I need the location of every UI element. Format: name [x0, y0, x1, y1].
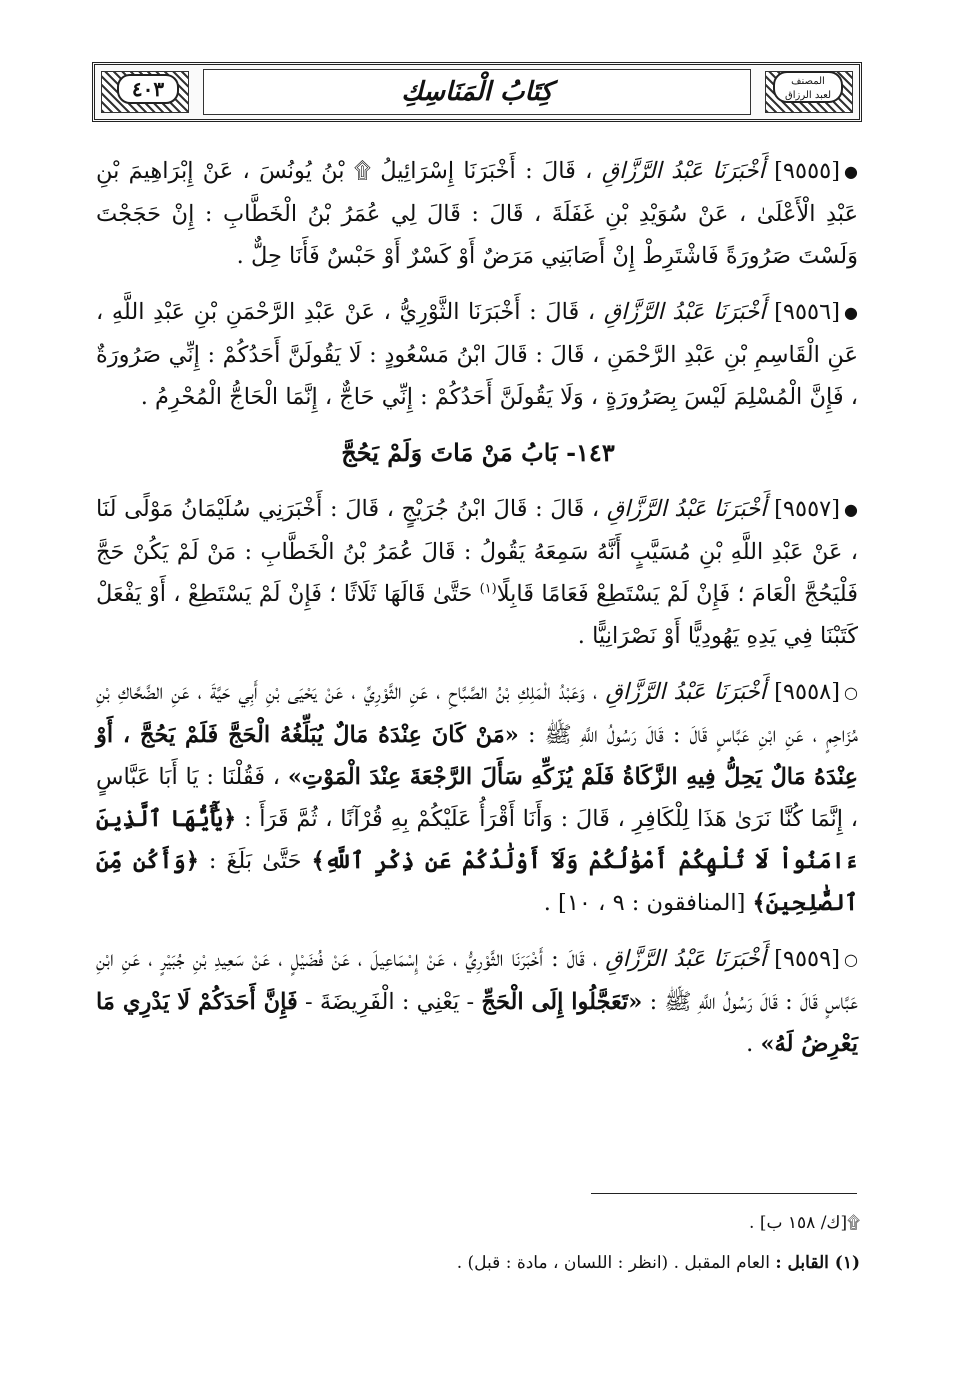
entry-number: [٩٥٥٧] [774, 496, 841, 522]
prophetic-saying: «مَنْ كَانَ عِنْدَهُ مَالٌ يُبَلِّغُهُ الْحَجَّ فَلَمْ يَحُجَّ ، أَوْ عِنْدَهُ مَالٌ يَحِلُّ فِيهِ الزَّكَاةُ فَلَمْ يُزَكِّهِ سَأَلَ الرَّجْعَةَ عِنْدَ الْمَوْتِ» [96, 722, 858, 790]
entry-text-cont: ، فَقُلْنَا : يَا أَبَا عَبَّاسٍ ، إِنَّمَا كُنَّا نَرَىٰ هَذَا لِلْكَافِرِ ، قَالَ : وَأَنَا أَقْرَأُ عَلَيْكُمْ بِهِ قُرْآنًا ، ثُمَّ قَرَأَ : [96, 764, 859, 832]
section-heading: ١٤٣- بَابُ مَنْ مَاتَ وَلَمْ يَحُجَّ [341, 438, 615, 467]
footnote-label: (١) القابل : [775, 1253, 860, 1273]
hadith-entry-9556 [96, 291, 860, 418]
isnad-lead: أَخْبَرَنَا عَبْدُ الرَّزَّاقِ [601, 158, 765, 184]
main-text [96, 150, 860, 1079]
isnad-lead: أَخْبَرَنَا عَبْدُ الرَّزَّاقِ [603, 299, 766, 325]
entry-marker: ● [844, 303, 858, 322]
entry-number: [٩٥٥٦] [774, 299, 840, 325]
entry-marker: ○ [844, 683, 859, 702]
seal-line-2: لعبد الرزاق [784, 90, 832, 101]
entry-text: ، قَالَ : قَالَ ابْنُ جُرَيْجٍ ، قَالَ : أَخْبَرَنِي سُلَيْمَانُ مَوْلًى لَنَا ، عَنْ عَبْدِ اللَّهِ بْنِ مُسَيَّبٍ أَنَّهُ سَمِعَهُ يَقُولُ : قَالَ عُمَرُ بْنُ الْخَطَّابِ : مَنْ لَمْ يَكُنْ حَجَّ فَلْيَحُجَّ الْعَامَ ؛ فَإِنْ لَمْ يَسْتَطِعْ فَعَامًا قَابِلًا [96, 496, 858, 607]
isnad-lead: أَخْبَرَنَا عَبْدُ الرَّزَّاقِ [606, 496, 767, 522]
manuscript-reference: ۩[ك/ ١٥٨ ب] . [749, 1213, 860, 1233]
entry-number: [٩٥٥٩] [774, 946, 840, 972]
footnote-ref[interactable]: (١) [479, 581, 497, 597]
entry-number: [٩٥٥٥] [774, 158, 841, 184]
entry-text-cont: - يَعْنِي : الْفَرِيضَةَ - [305, 989, 475, 1015]
quran-verse-2: ﴿وَأَكُن مِّنَ ٱلصَّٰلِحِينَ﴾ [96, 848, 858, 916]
book-seal-logo [773, 71, 843, 103]
hadith-entry-9559 [96, 938, 860, 1065]
prophetic-saying-b: فَإِنَّ أَحَدَكُمْ لَا يَدْرِي مَا يَعْرِضُ لَهُ» [96, 989, 858, 1057]
entry-marker: ○ [844, 950, 858, 969]
footnote-divider [591, 1193, 857, 1194]
page-header [92, 62, 862, 122]
entry-text-end: . [746, 1031, 754, 1057]
hadith-entry-9555 [96, 150, 860, 277]
quran-citation: [المنافقون : ٩ ، ١٠] . [543, 890, 746, 916]
isnad-lead: أَخْبَرَنَا عَبْدُ الرَّزَّاقِ [605, 946, 766, 972]
entry-text: ، قَالَ : أَخْبَرَنَا إِسْرَائِيلُ ۩ بْنُ يُونُسَ ، عَنْ إِبْرَاهِيمَ بْنِ عَبْدِ الْأَعْلَىٰ ، عَنْ سُوَيْدِ بْنِ غَفَلَةَ ، قَالَ : قَالَ لِي عُمَرُ بْنُ الْخَطَّابِ : إِنْ حَجَجْتَ وَلَسْتَ صَرُورَةً فَاشْتَرِطْ إِنْ أَصَابَنِي مَرَضٌ أَوْ كَسْرٌ أَوْ حَبْسٌ فَأَنَا حِلٌّ . [96, 158, 858, 269]
hadith-entry-9557 [96, 488, 860, 657]
page-number: ٤٠٣ [117, 74, 179, 104]
footnote-1 [96, 1248, 860, 1278]
entry-text-cont-2: حَتَّىٰ بَلَغَ : [208, 848, 302, 874]
entry-number: [٩٥٥٨] [774, 679, 841, 705]
prophetic-saying-a: «تَعَجَّلُوا إِلَى الْحَجِّ [481, 989, 643, 1015]
footnote-text: العام المقبل . (انظر : اللسان ، مادة : قبل) . [456, 1253, 770, 1273]
entry-text-cont: حَتَّىٰ قَالَهَا ثَلَاثًا ؛ فَإِنْ لَمْ يَسْتَطِعْ ، أَوْ يَفْعَلْ كَتَبْنَا فِي يَدِهِ يَهُودِيًّا أَوْ نَصْرَانِيًّا . [96, 581, 858, 649]
quran-verse-1: ﴿يَٰٓأَيُّهَا ٱلَّذِينَ ءَامَنُواْ لَا تُلْهِكُمْ أَمْوَٰلُكُمْ وَلَآ أَوْلَٰدُكُمْ عَن ذِكْرِ ٱللَّهِ﴾ [96, 806, 859, 874]
entry-text: ، قَالَ : أَخْبَرَنَا الثَّوْرِيُّ ، عَنْ عَبْدِ الرَّحْمَنِ بْنِ عَبْدِ اللَّهِ ، عَنِ الْقَاسِمِ بْنِ عَبْدِ الرَّحْمَنِ ، قَالَ : قَالَ ابْنُ مَسْعُودٍ : لَا يَقُولَنَّ أَحَدُكُمْ : إِنِّي صَرُورَةٌ ، فَإِنَّ الْمُسْلِمَ لَيْسَ بِصَرُورَةٍ ، وَلَا يَقُولَنَّ أَحَدُكُمْ : إِنِّي حَاجٌّ ، إِنَّمَا الْحَاجُّ الْمُحْرِمُ . [96, 299, 858, 410]
entry-marker: ● [844, 162, 859, 181]
entry-marker: ● [844, 500, 859, 519]
entry-text: ، وَعَبْدُ الْمَلِكِ بْنُ الصَّبَّاحِ ، عَنِ الثَّوْرِيِّ ، عَنْ يَحْيَى بْنِ أَبِي حَيَّةَ ، عَنِ الضَّحَّاكِ بْنِ مُزَاحِمٍ ، عَنِ ابْنِ عَبَّاسٍ قَالَ : قَالَ رَسُولُ اللَّهِ ﷺ : [96, 679, 859, 748]
entry-text: ، قَالَ : أَخْبَرَنَا الثَّوْرِيُّ ، عَنْ إِسْمَاعِيلَ ، عَنْ فُضَيْلٍ ، عَنْ سَعِيدِ بْنِ جُبَيْرٍ ، عَنِ ابْنِ عَبَّاسٍ قَالَ : قَالَ رَسُولُ اللَّهِ ﷺ : [96, 946, 858, 1015]
hadith-entry-9558 [96, 671, 860, 924]
seal-line-1: المصنف [791, 76, 825, 87]
chapter-title: كِتَابُ الْمَنَاسِكِ [203, 69, 751, 115]
isnad-lead: أَخْبَرَنَا عَبْدُ الرَّزَّاقِ [605, 679, 767, 705]
